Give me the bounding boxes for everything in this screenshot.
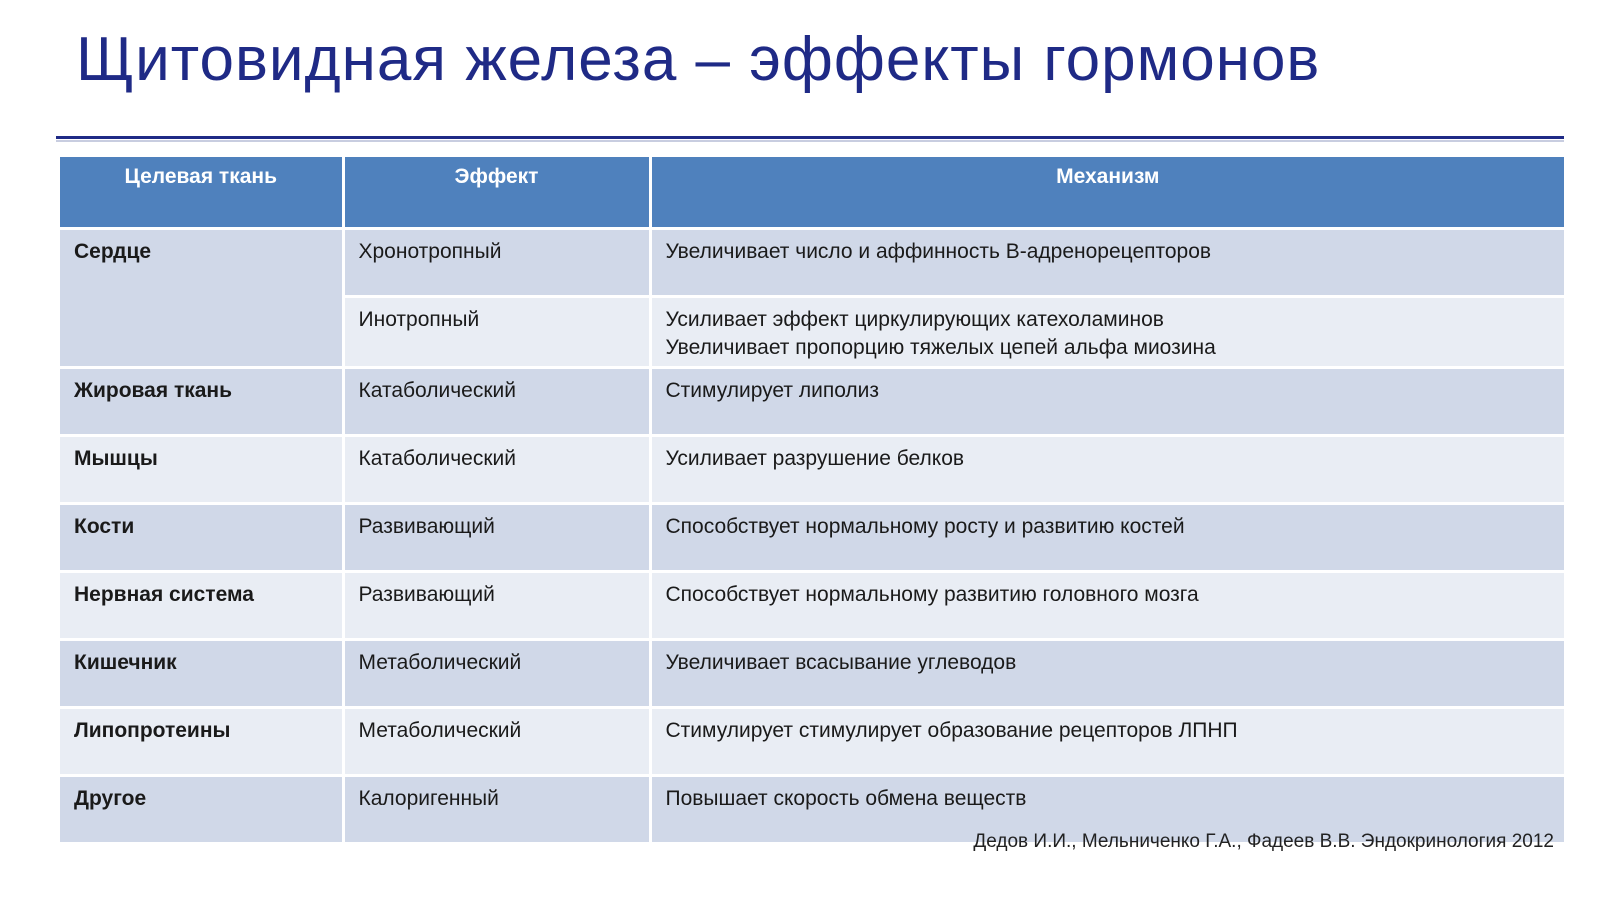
mechanism-cell — [650, 640, 1564, 708]
mechanism-line: Увеличивает пропорцию тяжелых цепей альфа миозина — [665, 336, 1216, 359]
mechanism-cell — [650, 708, 1564, 776]
table-row — [60, 640, 1564, 708]
table-row — [60, 572, 1564, 640]
mechanism-line: Усиливает разрушение белков — [665, 447, 965, 470]
mechanism-line: Способствует нормальному развитию головного мозга — [665, 583, 1199, 606]
mechanism-line: Стимулирует липолиз — [665, 379, 880, 402]
effect-cell: Развивающий — [343, 572, 650, 640]
tissue-cell: Мышцы — [60, 436, 343, 504]
mechanism-line: Повышает скорость обмена веществ — [665, 787, 1027, 810]
title-divider — [56, 136, 1564, 139]
effect-cell: Развивающий — [343, 504, 650, 572]
mechanism-line: Стимулирует стимулирует образование рецепторов ЛПНП — [665, 719, 1238, 742]
effect-cell: Метаболический — [343, 708, 650, 776]
effect-cell: Метаболический — [343, 640, 650, 708]
table-row — [60, 708, 1564, 776]
tissue-cell: Нервная система — [60, 572, 343, 640]
table-row — [60, 368, 1564, 436]
tissue-cell: Другое — [60, 776, 343, 843]
mechanism-cell — [650, 368, 1564, 436]
table-row — [60, 436, 1564, 504]
header-mechanism: Механизм — [650, 157, 1564, 229]
mechanism-line: Способствует нормальному росту и развитию костей — [665, 515, 1185, 538]
effect-cell: Катаболический — [343, 368, 650, 436]
source-citation: Дедов И.И., Мельниченко Г.А., Фадеев В.В. Эндокринология 2012 — [973, 831, 1554, 852]
effect-cell: Катаболический — [343, 436, 650, 504]
tissue-cell: Липопротеины — [60, 708, 343, 776]
mechanism-line: Увеличивает число и аффинность В-адренорецепторов — [665, 240, 1212, 263]
table-header-row — [60, 157, 1564, 229]
tissue-cell: Жировая ткань — [60, 368, 343, 436]
table-row — [60, 504, 1564, 572]
mechanism-cell — [650, 572, 1564, 640]
header-target-tissue: Целевая ткань — [60, 157, 343, 229]
effect-cell: Хронотропный — [343, 229, 650, 297]
tissue-cell: Сердце — [60, 229, 343, 368]
mechanism-line: Увеличивает всасывание углеводов — [665, 651, 1017, 674]
tissue-cell: Кости — [60, 504, 343, 572]
mechanism-cell — [650, 504, 1564, 572]
tissue-cell: Кишечник — [60, 640, 343, 708]
hormone-effects-table — [60, 157, 1564, 842]
slide-title: Щитовидная железа – эффекты гормонов — [76, 25, 1321, 94]
mechanism-cell — [650, 297, 1564, 368]
mechanism-cell — [650, 229, 1564, 297]
mechanism-cell — [650, 436, 1564, 504]
effect-cell: Калоригенный — [343, 776, 650, 843]
header-effect: Эффект — [343, 157, 650, 229]
effect-cell: Инотропный — [343, 297, 650, 368]
title-divider-shadow — [56, 140, 1564, 142]
mechanism-line: Усиливает эффект циркулирующих катехоламинов — [665, 308, 1164, 331]
table-row — [60, 229, 1564, 297]
